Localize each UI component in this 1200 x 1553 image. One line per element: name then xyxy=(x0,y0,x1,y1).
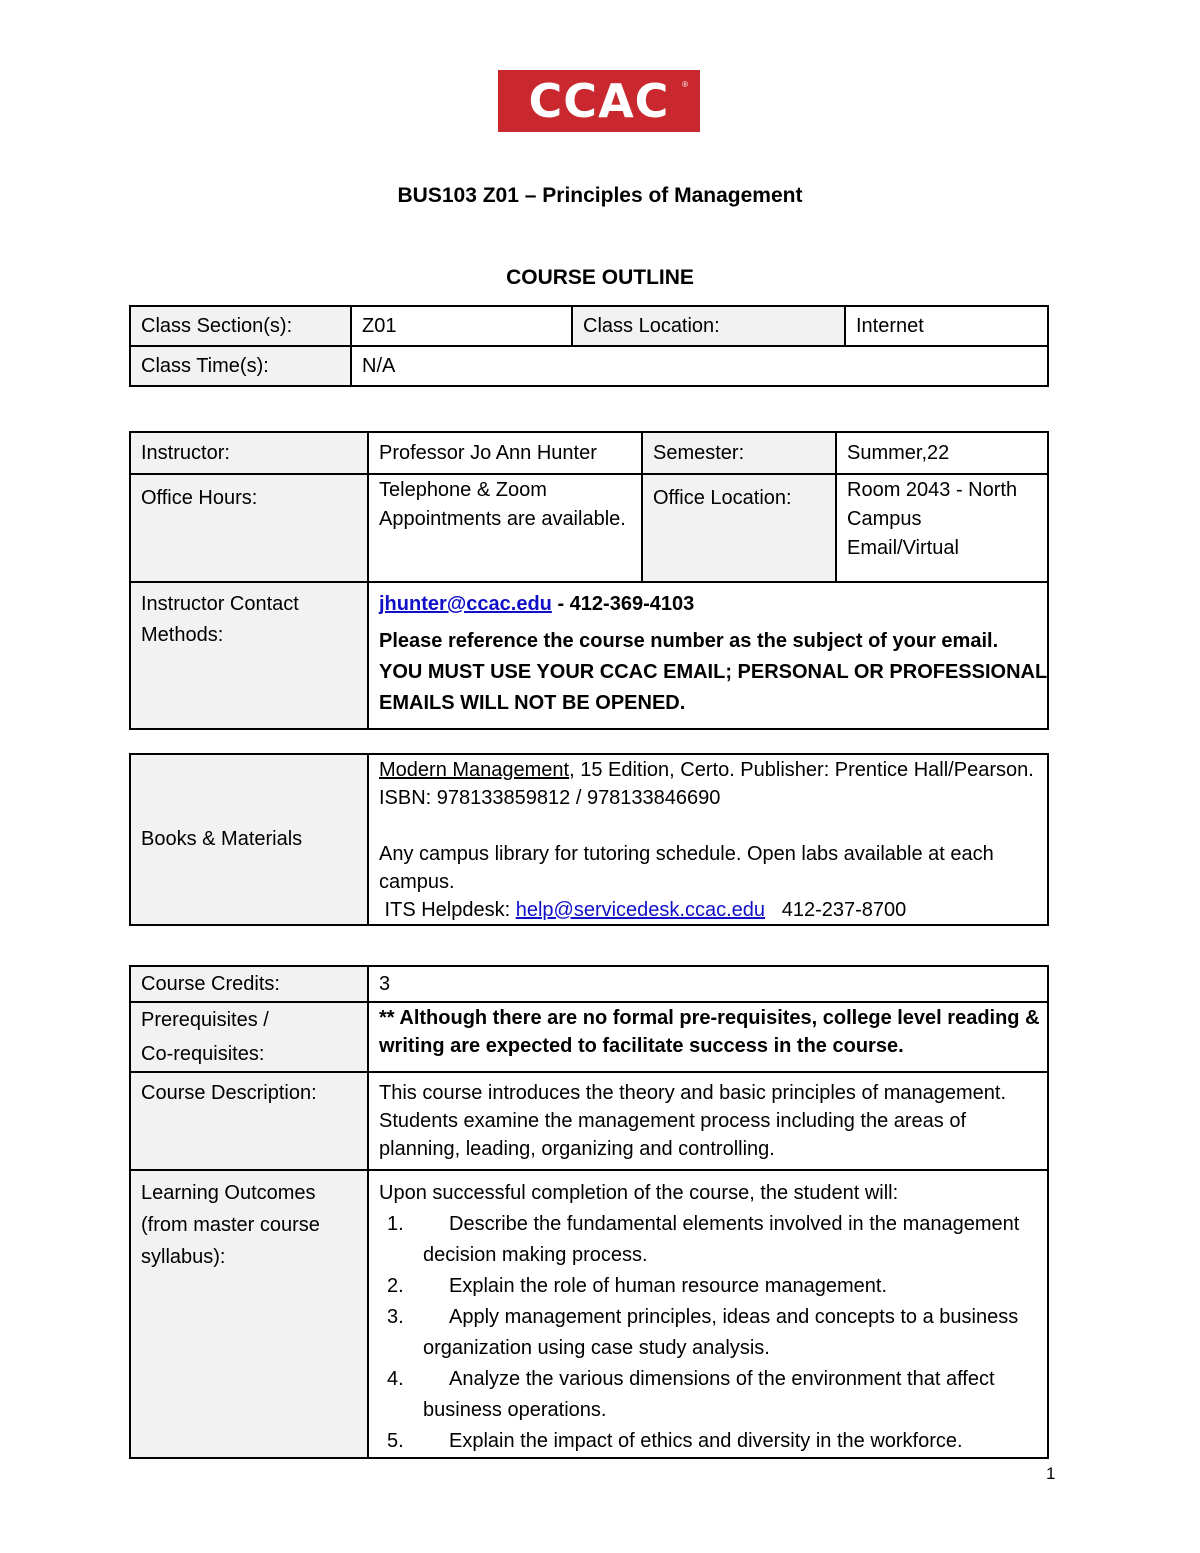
location-value: Internet xyxy=(845,306,1048,346)
credits-value: 3 xyxy=(368,966,1048,1002)
outcome-number: 5. xyxy=(387,1430,404,1452)
outcome-item xyxy=(379,1209,1047,1271)
class-info-table xyxy=(129,305,1049,387)
books-table xyxy=(129,753,1049,926)
outcome-text: Explain the role of human resource management. xyxy=(449,1275,888,1297)
prereq-label xyxy=(130,1002,368,1072)
semester-label: Semester: xyxy=(642,432,836,474)
instructor-label: Instructor: xyxy=(130,432,368,474)
helpdesk-phone: 412-237-8700 xyxy=(765,899,907,921)
outcome-item xyxy=(379,1302,1047,1364)
table-row xyxy=(130,1170,1048,1458)
table-row xyxy=(130,432,1048,474)
page-number: 1 xyxy=(1046,1464,1056,1483)
table-row xyxy=(130,306,1048,346)
table-row xyxy=(130,754,1048,925)
instructor-email-link[interactable]: jhunter@ccac.edu xyxy=(379,593,552,615)
office-hours-value: Telephone & Zoom Appointments are available. xyxy=(368,474,642,582)
outcome-item xyxy=(379,1426,1047,1457)
tutoring-info: Any campus library for tutoring schedule. Open labs available at each campus. xyxy=(379,843,994,893)
instructor-table xyxy=(129,431,1049,730)
outcome-item xyxy=(379,1364,1047,1426)
outcomes-value xyxy=(368,1170,1048,1458)
table-row xyxy=(130,1002,1048,1072)
table-row xyxy=(130,474,1048,582)
section-value: Z01 xyxy=(351,306,572,346)
outcome-text: Apply management principles, ideas and concepts to a business organization using case study analysis. xyxy=(423,1306,1019,1359)
registered-mark: ® xyxy=(682,80,688,89)
helpdesk-email-link[interactable]: help@servicedesk.ccac.edu xyxy=(515,899,766,921)
outcome-number: 2. xyxy=(387,1275,404,1297)
email-warning: YOU MUST USE YOUR CCAC EMAIL; PERSONAL OR PROFESSIONAL EMAILS WILL NOT BE OPENED. xyxy=(379,661,1047,714)
helpdesk-label: ITS Helpdesk: xyxy=(379,899,516,921)
ccac-logo xyxy=(498,70,700,132)
instructor-value: Professor Jo Ann Hunter xyxy=(368,432,642,474)
outcome-text: Analyze the various dimensions of the environment that affect business operations. xyxy=(423,1368,995,1421)
outcome-text: Explain the impact of ethics and diversity in the workforce. xyxy=(449,1430,963,1452)
description-label: Course Description: xyxy=(130,1072,368,1170)
office-location-label: Office Location: xyxy=(642,474,836,582)
contact-value xyxy=(368,582,1048,729)
book-details: , 15 Edition, Certo. Publisher: Prentice Hall/Pearson. ISBN: 978133859812 / 978133846690 xyxy=(379,759,1034,809)
outcomes-intro: Upon successful completion of the course, the student will: xyxy=(379,1182,899,1204)
office-room: Room 2043 - North Campus xyxy=(847,479,1018,530)
course-title: BUS103 Z01 – Principles of Management xyxy=(397,184,803,207)
outcomes-list xyxy=(379,1209,1047,1457)
credits-label: Course Credits: xyxy=(130,966,368,1002)
contact-note: Please reference the course number as the subject of your email. xyxy=(379,630,999,652)
office-location-value xyxy=(836,474,1048,582)
contact-label: Instructor Contact Methods: xyxy=(130,582,368,729)
outcome-number: 4. xyxy=(387,1368,404,1390)
outcome-number: 3. xyxy=(387,1306,404,1328)
outcome-item xyxy=(379,1271,1047,1302)
outline-title: COURSE OUTLINE xyxy=(506,266,694,289)
time-value: N/A xyxy=(351,346,1048,386)
books-value xyxy=(368,754,1048,925)
outcome-text: Describe the fundamental elements involved in the management decision making process. xyxy=(423,1213,1020,1266)
logo-text: CCAC xyxy=(528,74,670,128)
table-row xyxy=(130,966,1048,1002)
office-virtual: Email/Virtual xyxy=(847,537,959,559)
location-label: Class Location: xyxy=(572,306,845,346)
description-value: This course introduces the theory and basic principles of management. Students examine the management process including the areas of planning, leading, organizing and controlling. xyxy=(368,1072,1048,1170)
prereq-value: ** Although there are no formal pre-requisites, college level reading & writing are expected to facilitate success in the course. xyxy=(368,1002,1048,1072)
table-row xyxy=(130,346,1048,386)
course-table xyxy=(129,965,1049,1459)
instructor-phone: - 412-369-4103 xyxy=(551,593,695,615)
time-label: Class Time(s): xyxy=(130,346,351,386)
outcome-number: 1. xyxy=(387,1213,404,1235)
prereq-label-line2: Co-requisites: xyxy=(141,1043,265,1065)
book-title: Modern Management xyxy=(379,759,570,781)
semester-value: Summer,22 xyxy=(836,432,1048,474)
table-row xyxy=(130,582,1048,729)
office-hours-label: Office Hours: xyxy=(130,474,368,582)
table-row xyxy=(130,1072,1048,1170)
section-label: Class Section(s): xyxy=(130,306,351,346)
outcomes-label: Learning Outcomes (from master course syllabus): xyxy=(130,1170,368,1458)
books-label: Books & Materials xyxy=(130,754,368,925)
prereq-label-line1: Prerequisites / xyxy=(141,1009,269,1031)
